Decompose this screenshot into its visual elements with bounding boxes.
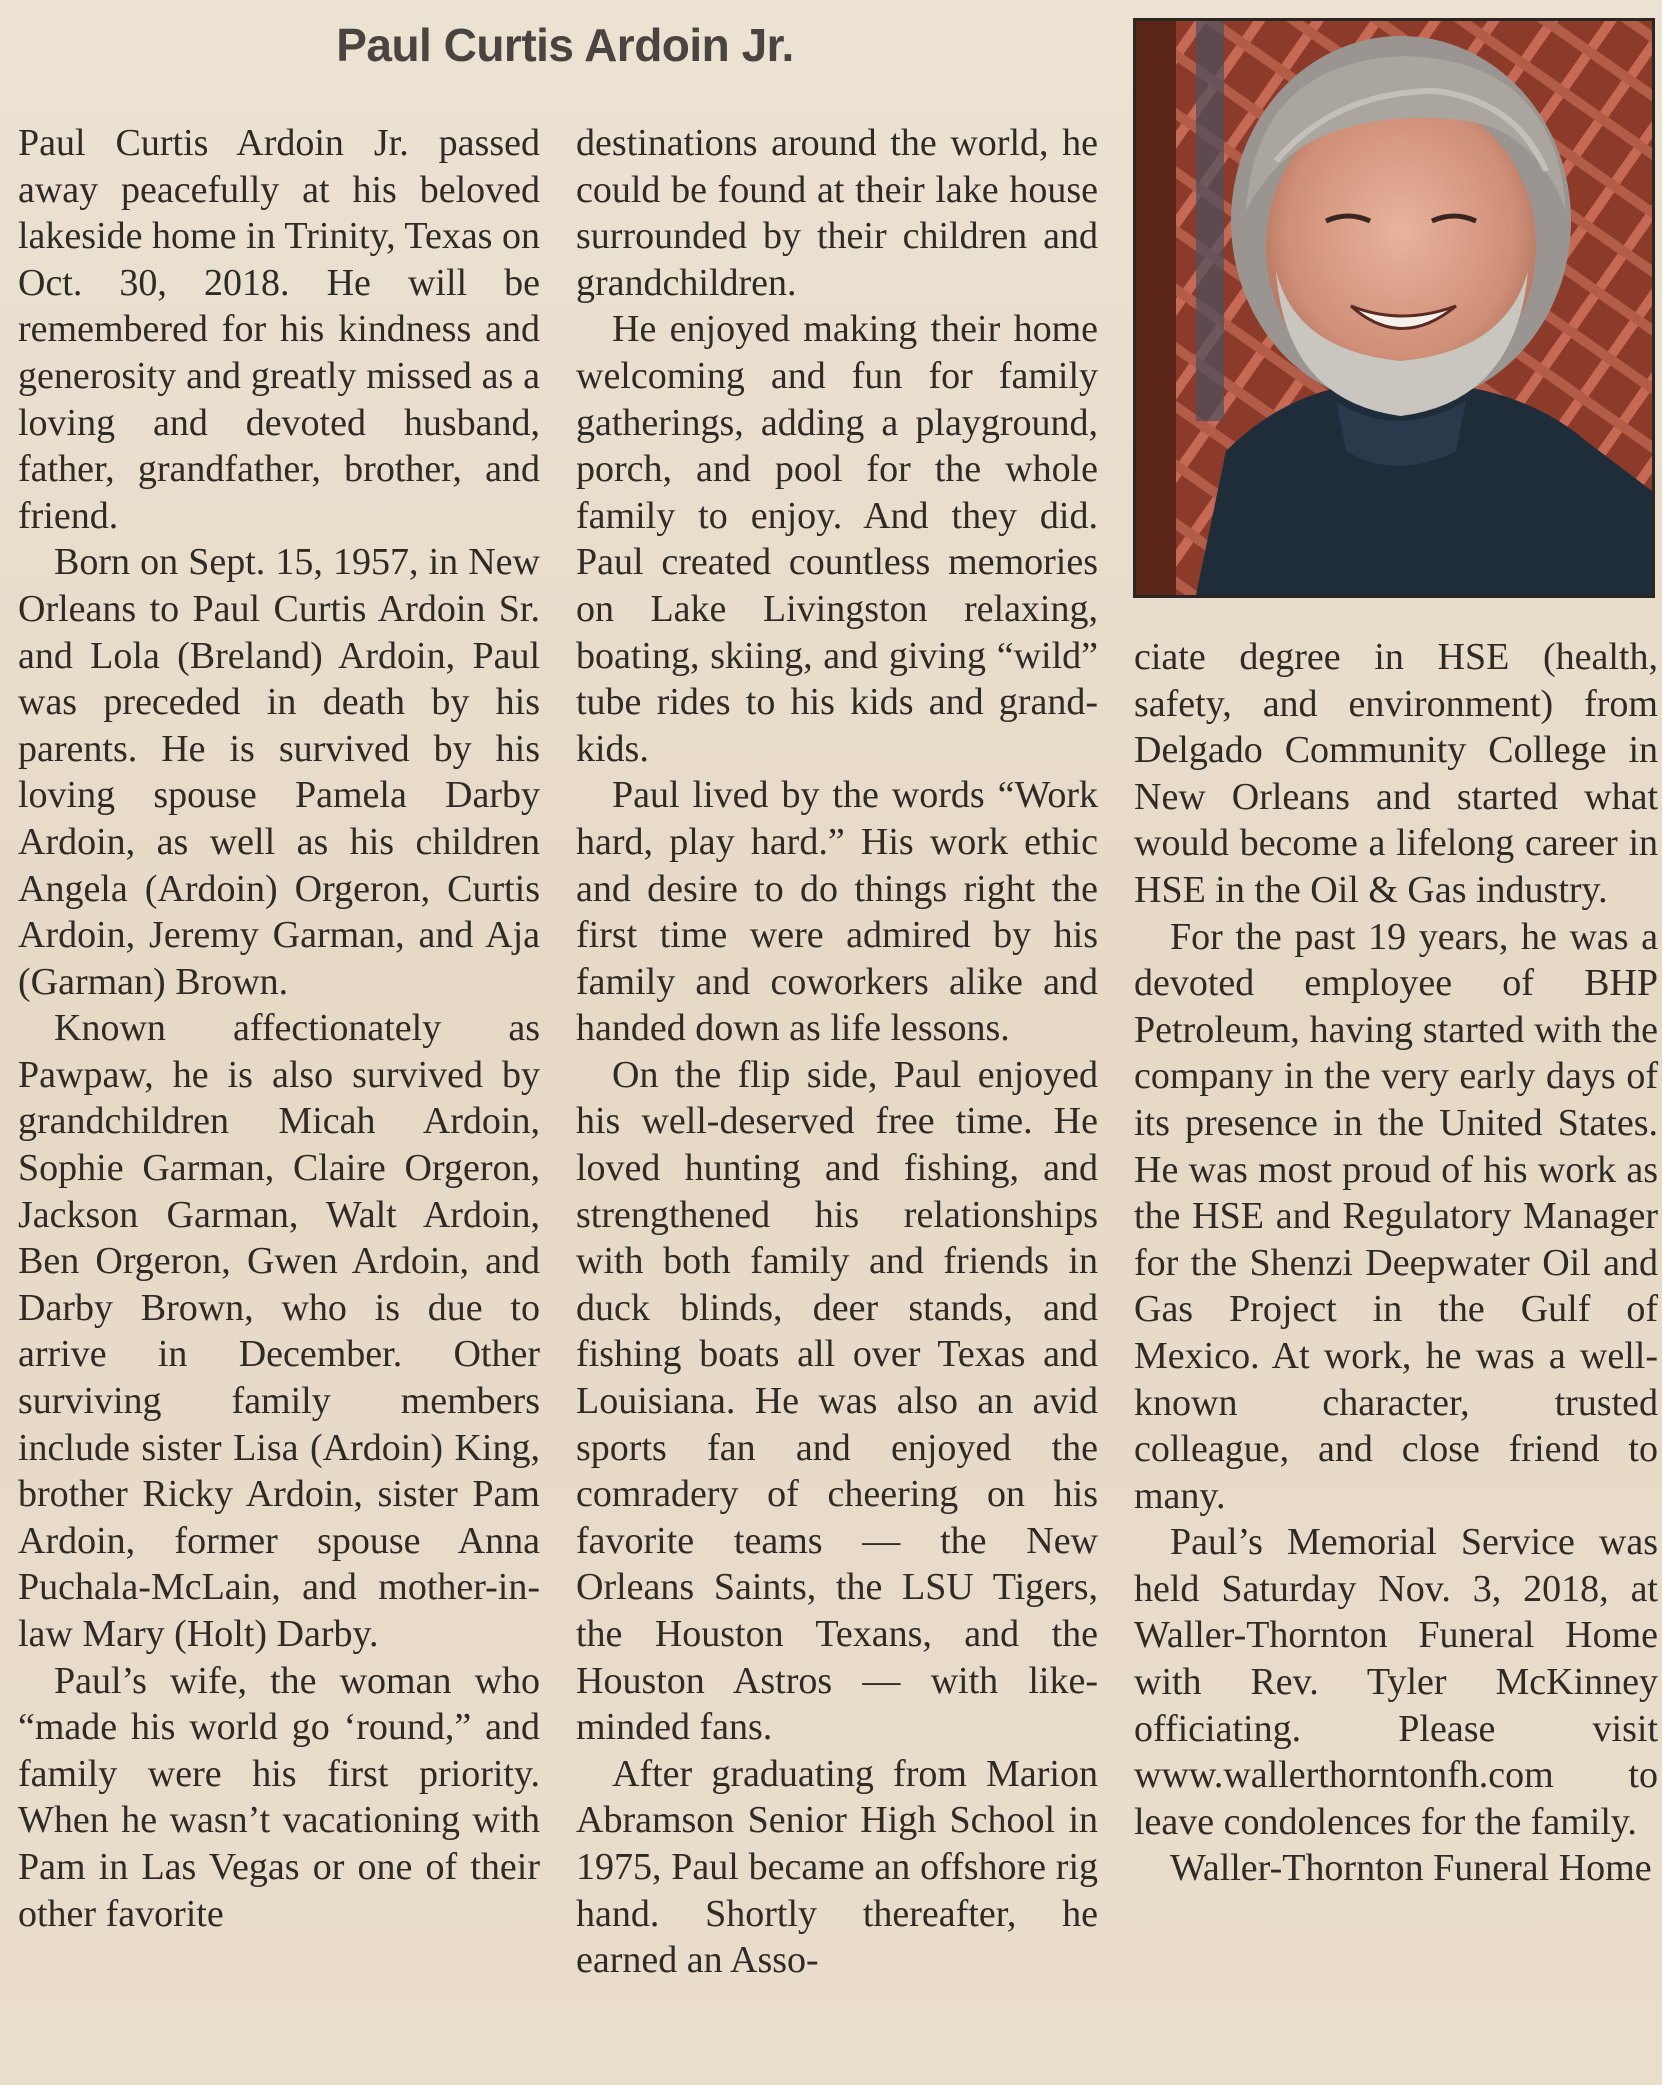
column-3 [1134, 634, 1658, 1892]
paragraph: Paul lived by the words “Work hard, play hard.” His work ethic and desire to do things right the first time were admired by his family and coworkers alike and handed down as life lessons. [576, 774, 1098, 1050]
funeral-home-signature: Waller-Thornton Funeral Home [1170, 1847, 1652, 1890]
paragraph: He enjoyed making their home welcoming and fun for family gatherings, adding a playground, porch, and pool for the whole family to enjoy. And they did. Paul created countless memories on Lake Livingston relaxing, boating, skiing, and giving “wild” tube rides to his kids and grandkids. [576, 308, 1098, 770]
paragraph: On the flip side, Paul enjoyed his well-deserved free time. He loved hunting and fishing, and strengthened his relationships with both family and friends in duck blinds, deer stands, and fishing boats all over Texas and Louisiana. He was also an avid sports fan and enjoyed the comradery of cheering on his favorite teams — the New Orleans Saints, the LSU Tigers, the Houston Texans, and the Houston Astros — with like-minded fans. [576, 1053, 1098, 1749]
paragraph: Paul Curtis Ardoin Jr. passed away peacefully at his beloved lakeside home in Trinity, Texas on Oct. 30, 2018. He will be remembered for his kindness and generosity and greatly missed as a loving and devoted husband, father, grandfather, brother, and friend. [18, 122, 540, 537]
portrait-photo [1133, 18, 1655, 598]
column-2 [576, 120, 1098, 1984]
paragraph: ciate degree in HSE (health, safety, and environment) from Delgado Community College in New Orleans and started what would become a lifelong career in HSE in the Oil & Gas industry. [1134, 636, 1658, 911]
paragraph: Paul’s Memorial Service was held Saturday Nov. 3, 2018, at Waller-Thornton Funeral Home with Rev. Tyler McKinney officiating. Please visit www.wallerthorntonfh.com to leave condolences for the family. [1134, 1521, 1658, 1843]
paragraph: Known affectionately as Pawpaw, he is also survived by grandchildren Micah Ardoin, Sophie Garman, Claire Orgeron, Jackson Garman, Walt Ardoin, Ben Orgeron, Gwen Ardoin, and Darby Brown, who is due to arrive in December. Other surviving family members include sister Lisa (Ardoin) King, brother Ricky Ardoin, sister Pam Ardoin, former spouse Anna Puchala-McLain, and mother-in-law Mary (Holt) Darby. [18, 1007, 540, 1655]
paragraph: For the past 19 years, he was a devoted employee of BHP Petroleum, having started with the company in the very early days of its presence in the United States. He was most proud of his work as the HSE and Regulatory Manager for the Shenzi Deepwater Oil and Gas Project in the Gulf of Mexico. At work, he was a well-known character, trusted colleague, and close friend to many. [1134, 915, 1658, 1517]
portrait-illustration [1136, 21, 1652, 595]
column-1 [18, 120, 540, 1937]
paragraph: destinations around the world, he could be found at their lake house surrounded by their children and grandchildren. [576, 122, 1098, 304]
obituary-headline: Paul Curtis Ardoin Jr. [336, 19, 794, 71]
paragraph: Born on Sept. 15, 1957, in New Orleans to Paul Curtis Ardoin Sr. and Lola (Breland) Ardoin, Paul was preceded in death by his parents. He is survived by his loving spouse Pamela Darby Ardoin, as well as his children Angela (Ardoin) Orgeron, Curtis Ardoin, Jeremy Garman, and Aja (Garman) Brown. [18, 541, 540, 1003]
paragraph: Paul’s wife, the woman who “made his world go ‘round,” and family were his first priority. When he wasn’t vacationing with Pam in Las Vegas or one of their other favorite [18, 1659, 540, 1935]
paragraph: After graduating from Marion Abramson Senior High School in 1975, Paul became an offshore rig hand. Shortly thereafter, he earned an Asso- [576, 1752, 1098, 1982]
